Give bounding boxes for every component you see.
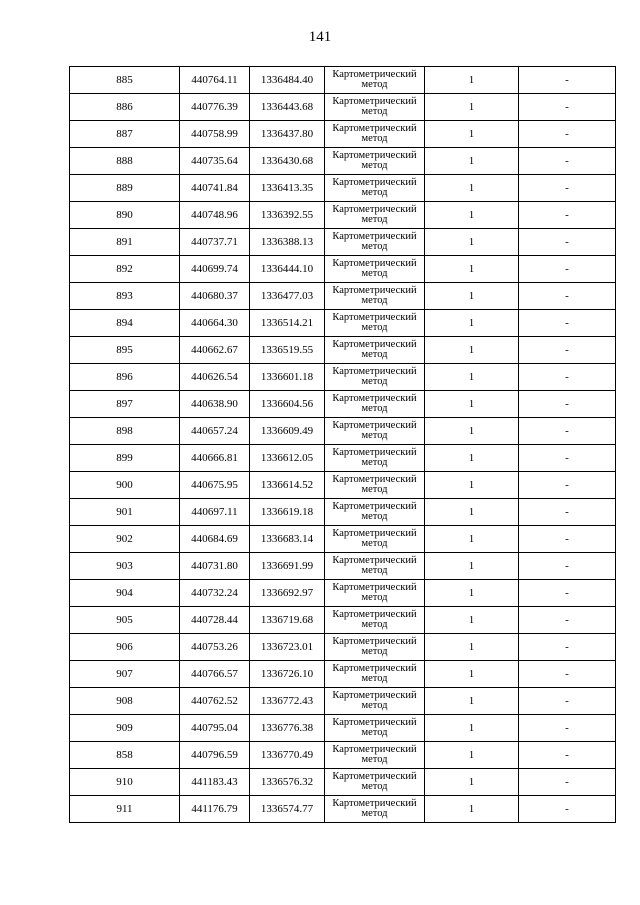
y-coordinate-cell: 1336683.14 [250,526,325,553]
note-cell: - [519,661,616,688]
table-row [70,67,616,94]
note-cell: - [519,229,616,256]
point-number-cell: 858 [70,742,180,769]
y-coordinate-cell: 1336443.68 [250,94,325,121]
note-cell: - [519,553,616,580]
accuracy-cell: 1 [425,526,519,553]
table-row [70,175,616,202]
note-cell: - [519,283,616,310]
accuracy-cell: 1 [425,364,519,391]
y-coordinate-cell: 1336601.18 [250,364,325,391]
note-cell: - [519,175,616,202]
accuracy-cell: 1 [425,634,519,661]
table-row [70,580,616,607]
method-cell: Картометрический метод [325,580,425,607]
accuracy-cell: 1 [425,418,519,445]
point-number-cell: 890 [70,202,180,229]
note-cell: - [519,310,616,337]
table-row [70,229,616,256]
accuracy-cell: 1 [425,688,519,715]
table-row [70,499,616,526]
point-number-cell: 900 [70,472,180,499]
table-row [70,256,616,283]
x-coordinate-cell: 440762.52 [180,688,250,715]
y-coordinate-cell: 1336776.38 [250,715,325,742]
x-coordinate-cell: 440684.69 [180,526,250,553]
point-number-cell: 887 [70,121,180,148]
x-coordinate-cell: 440626.54 [180,364,250,391]
method-cell: Картометрический метод [325,553,425,580]
point-number-cell: 910 [70,769,180,796]
note-cell: - [519,391,616,418]
x-coordinate-cell: 440776.39 [180,94,250,121]
coordinates-table-body [70,67,616,823]
x-coordinate-cell: 440666.81 [180,445,250,472]
table-row [70,661,616,688]
coordinates-table [69,66,616,823]
table-row [70,364,616,391]
x-coordinate-cell: 440699.74 [180,256,250,283]
page-number: 141 [308,29,332,45]
method-cell: Картометрический метод [325,202,425,229]
point-number-cell: 902 [70,526,180,553]
table-row [70,769,616,796]
y-coordinate-cell: 1336413.35 [250,175,325,202]
point-number-cell: 889 [70,175,180,202]
x-coordinate-cell: 440753.26 [180,634,250,661]
accuracy-cell: 1 [425,121,519,148]
note-cell: - [519,769,616,796]
table-row [70,634,616,661]
x-coordinate-cell: 440662.67 [180,337,250,364]
accuracy-cell: 1 [425,256,519,283]
x-coordinate-cell: 440731.80 [180,553,250,580]
note-cell: - [519,94,616,121]
accuracy-cell: 1 [425,67,519,94]
method-cell: Картометрический метод [325,121,425,148]
point-number-cell: 886 [70,94,180,121]
point-number-cell: 888 [70,148,180,175]
point-number-cell: 895 [70,337,180,364]
note-cell: - [519,364,616,391]
accuracy-cell: 1 [425,337,519,364]
method-cell: Картометрический метод [325,607,425,634]
method-cell: Картометрический метод [325,634,425,661]
note-cell: - [519,580,616,607]
table-row [70,688,616,715]
method-cell: Картометрический метод [325,769,425,796]
x-coordinate-cell: 440697.11 [180,499,250,526]
note-cell: - [519,445,616,472]
note-cell: - [519,607,616,634]
note-cell: - [519,418,616,445]
method-cell: Картометрический метод [325,175,425,202]
accuracy-cell: 1 [425,796,519,823]
point-number-cell: 892 [70,256,180,283]
method-cell: Картометрический метод [325,472,425,499]
method-cell: Картометрический метод [325,256,425,283]
x-coordinate-cell: 440732.24 [180,580,250,607]
y-coordinate-cell: 1336604.56 [250,391,325,418]
accuracy-cell: 1 [425,391,519,418]
x-coordinate-cell: 440748.96 [180,202,250,229]
point-number-cell: 901 [70,499,180,526]
x-coordinate-cell: 440664.30 [180,310,250,337]
y-coordinate-cell: 1336430.68 [250,148,325,175]
table-row [70,310,616,337]
point-number-cell: 897 [70,391,180,418]
accuracy-cell: 1 [425,472,519,499]
table-row [70,202,616,229]
x-coordinate-cell: 440758.99 [180,121,250,148]
y-coordinate-cell: 1336437.80 [250,121,325,148]
x-coordinate-cell: 440638.90 [180,391,250,418]
table-row [70,337,616,364]
note-cell: - [519,634,616,661]
point-number-cell: 896 [70,364,180,391]
point-number-cell: 894 [70,310,180,337]
accuracy-cell: 1 [425,175,519,202]
accuracy-cell: 1 [425,661,519,688]
method-cell: Картометрический метод [325,67,425,94]
accuracy-cell: 1 [425,148,519,175]
x-coordinate-cell: 440741.84 [180,175,250,202]
y-coordinate-cell: 1336576.32 [250,769,325,796]
accuracy-cell: 1 [425,94,519,121]
accuracy-cell: 1 [425,499,519,526]
y-coordinate-cell: 1336392.55 [250,202,325,229]
method-cell: Картометрический метод [325,688,425,715]
method-cell: Картометрический метод [325,661,425,688]
y-coordinate-cell: 1336719.68 [250,607,325,634]
method-cell: Картометрический метод [325,283,425,310]
note-cell: - [519,472,616,499]
method-cell: Картометрический метод [325,94,425,121]
x-coordinate-cell: 440766.57 [180,661,250,688]
table-row [70,715,616,742]
method-cell: Картометрический метод [325,364,425,391]
accuracy-cell: 1 [425,607,519,634]
x-coordinate-cell: 440675.95 [180,472,250,499]
x-coordinate-cell: 440680.37 [180,283,250,310]
method-cell: Картометрический метод [325,526,425,553]
point-number-cell: 908 [70,688,180,715]
method-cell: Картометрический метод [325,310,425,337]
y-coordinate-cell: 1336477.03 [250,283,325,310]
accuracy-cell: 1 [425,445,519,472]
point-number-cell: 891 [70,229,180,256]
x-coordinate-cell: 440764.11 [180,67,250,94]
y-coordinate-cell: 1336444.10 [250,256,325,283]
table-row [70,553,616,580]
accuracy-cell: 1 [425,202,519,229]
table-row [70,472,616,499]
y-coordinate-cell: 1336691.99 [250,553,325,580]
note-cell: - [519,148,616,175]
x-coordinate-cell: 440795.04 [180,715,250,742]
method-cell: Картометрический метод [325,148,425,175]
table-row [70,283,616,310]
note-cell: - [519,256,616,283]
y-coordinate-cell: 1336519.55 [250,337,325,364]
point-number-cell: 893 [70,283,180,310]
y-coordinate-cell: 1336619.18 [250,499,325,526]
y-coordinate-cell: 1336609.49 [250,418,325,445]
method-cell: Картометрический метод [325,796,425,823]
table-row [70,796,616,823]
y-coordinate-cell: 1336770.49 [250,742,325,769]
y-coordinate-cell: 1336574.77 [250,796,325,823]
note-cell: - [519,688,616,715]
method-cell: Картометрический метод [325,229,425,256]
note-cell: - [519,499,616,526]
note-cell: - [519,796,616,823]
point-number-cell: 899 [70,445,180,472]
x-coordinate-cell: 441183.43 [180,769,250,796]
x-coordinate-cell: 440657.24 [180,418,250,445]
note-cell: - [519,67,616,94]
table-row [70,148,616,175]
table-row [70,391,616,418]
note-cell: - [519,337,616,364]
x-coordinate-cell: 440796.59 [180,742,250,769]
method-cell: Картометрический метод [325,715,425,742]
note-cell: - [519,121,616,148]
y-coordinate-cell: 1336612.05 [250,445,325,472]
note-cell: - [519,742,616,769]
point-number-cell: 898 [70,418,180,445]
point-number-cell: 904 [70,580,180,607]
x-coordinate-cell: 440735.64 [180,148,250,175]
x-coordinate-cell: 440728.44 [180,607,250,634]
note-cell: - [519,715,616,742]
method-cell: Картометрический метод [325,337,425,364]
accuracy-cell: 1 [425,715,519,742]
point-number-cell: 911 [70,796,180,823]
table-row [70,418,616,445]
y-coordinate-cell: 1336514.21 [250,310,325,337]
y-coordinate-cell: 1336614.52 [250,472,325,499]
point-number-cell: 905 [70,607,180,634]
accuracy-cell: 1 [425,229,519,256]
method-cell: Картометрический метод [325,742,425,769]
accuracy-cell: 1 [425,769,519,796]
table-row [70,526,616,553]
method-cell: Картометрический метод [325,418,425,445]
point-number-cell: 909 [70,715,180,742]
y-coordinate-cell: 1336772.43 [250,688,325,715]
table-row [70,607,616,634]
method-cell: Картометрический метод [325,445,425,472]
y-coordinate-cell: 1336388.13 [250,229,325,256]
point-number-cell: 907 [70,661,180,688]
note-cell: - [519,202,616,229]
x-coordinate-cell: 441176.79 [180,796,250,823]
y-coordinate-cell: 1336484.40 [250,67,325,94]
accuracy-cell: 1 [425,580,519,607]
table-row [70,94,616,121]
accuracy-cell: 1 [425,283,519,310]
point-number-cell: 906 [70,634,180,661]
x-coordinate-cell: 440737.71 [180,229,250,256]
accuracy-cell: 1 [425,310,519,337]
table-row [70,445,616,472]
point-number-cell: 903 [70,553,180,580]
accuracy-cell: 1 [425,553,519,580]
y-coordinate-cell: 1336692.97 [250,580,325,607]
method-cell: Картометрический метод [325,499,425,526]
note-cell: - [519,526,616,553]
point-number-cell: 885 [70,67,180,94]
table-row [70,121,616,148]
table-row [70,742,616,769]
y-coordinate-cell: 1336726.10 [250,661,325,688]
method-cell: Картометрический метод [325,391,425,418]
y-coordinate-cell: 1336723.01 [250,634,325,661]
accuracy-cell: 1 [425,742,519,769]
